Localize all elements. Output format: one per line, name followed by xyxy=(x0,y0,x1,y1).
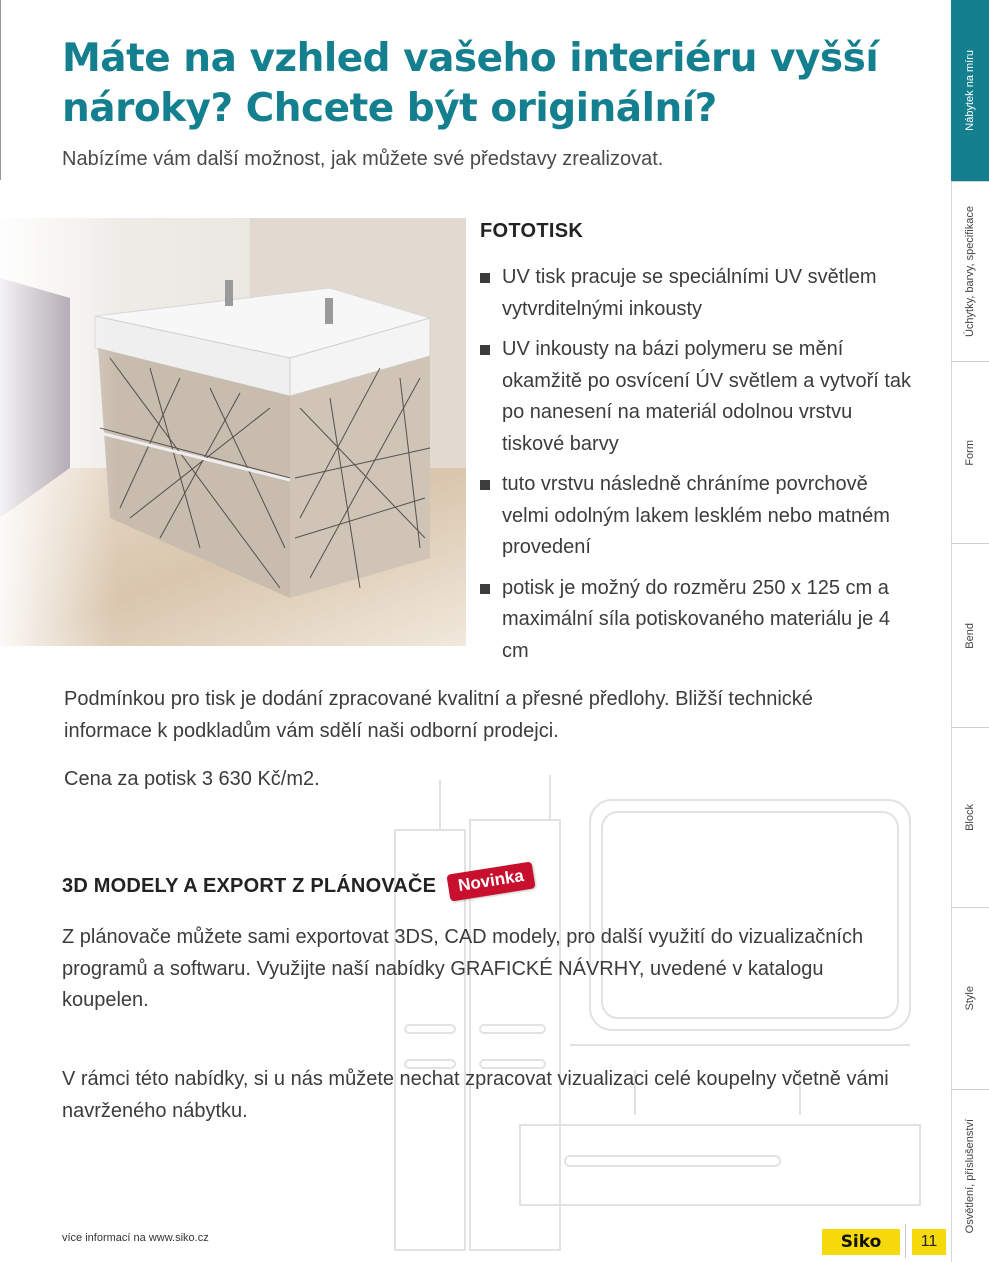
models-paragraph-2: V rámci této nabídky, si u nás můžete nechat zpracovat vizualizaci celé koupelny včetně vámi navrženého nábytku. xyxy=(62,1068,889,1122)
tab-style[interactable]: Style xyxy=(951,908,989,1090)
list-item: potisk je možný do rozměru 250 x 125 cm a maximální síla potiskovaného materiálu je 4 cm xyxy=(478,573,918,668)
list-item: UV tisk pracuje se speciálními UV světlem vytvrditelnými inkousty xyxy=(478,262,918,325)
list-item: UV inkousty na bázi polymeru se mění okamžitě po osvícení ÚV světlem a vytvoří tak po nanesení na materiál odolnou vrstvu tiskové barvy xyxy=(478,334,918,460)
bullet-square-icon xyxy=(480,345,490,355)
bullet-square-icon xyxy=(480,584,490,594)
page-number: 11 xyxy=(912,1229,946,1255)
tab-form[interactable]: Form xyxy=(951,362,989,544)
siko-logo: Siko xyxy=(822,1229,900,1255)
print-condition-text: Podmínkou pro tisk je dodání zpracované kvalitní a přesné předlohy. Bližší technické informace k podkladům vám sdělí naši odborní prodejci. xyxy=(64,688,813,742)
page-title: Máte na vzhled vašeho interiéru vyšší nároky? Chcete být originální? xyxy=(62,36,879,131)
chapter-sidebar xyxy=(951,0,989,1262)
fototisk-bullet-list xyxy=(478,262,918,676)
vanity-photo xyxy=(0,218,466,646)
page-edge-line xyxy=(0,0,1,180)
tab-nabytek-na-miru[interactable]: Nábytek na míru xyxy=(951,0,989,182)
page-subtitle: Nabízíme vám další možnost, jak můžete své představy zrealizovat. xyxy=(62,148,664,170)
tab-bend[interactable]: Bend xyxy=(951,544,989,728)
tab-block[interactable]: Block xyxy=(951,728,989,908)
bullet-square-icon xyxy=(480,480,490,490)
fototisk-heading: FOTOTISK xyxy=(480,220,584,242)
models-heading: 3D MODELY A EXPORT Z PLÁNOVAČE xyxy=(62,875,437,897)
tab-osvetleni[interactable]: Osvětlení, příslušenství xyxy=(964,1118,976,1234)
print-price-text: Cena za potisk 3 630 Kč/m2. xyxy=(64,768,320,790)
footer-website-text: více informací na www.siko.cz xyxy=(62,1232,209,1244)
list-item: tuto vrstvu následně chráníme povrchově velmi odolným lakem lesklém nebo matném provedení xyxy=(478,469,918,564)
novinka-badge: Novinka xyxy=(446,861,535,901)
footer-divider xyxy=(905,1224,906,1258)
tab-uchytky[interactable]: Úchytky, barvy, specifikace xyxy=(951,182,989,362)
bullet-square-icon xyxy=(480,273,490,283)
models-paragraph-1: Z plánovače můžete sami exportovat 3DS, CAD modely, pro další využití do vizualizačních programů a softwaru. Využijte naší nabídky GRAFICKÉ NÁVRHY, uvedené v katalogu koupelen. xyxy=(62,926,864,1011)
